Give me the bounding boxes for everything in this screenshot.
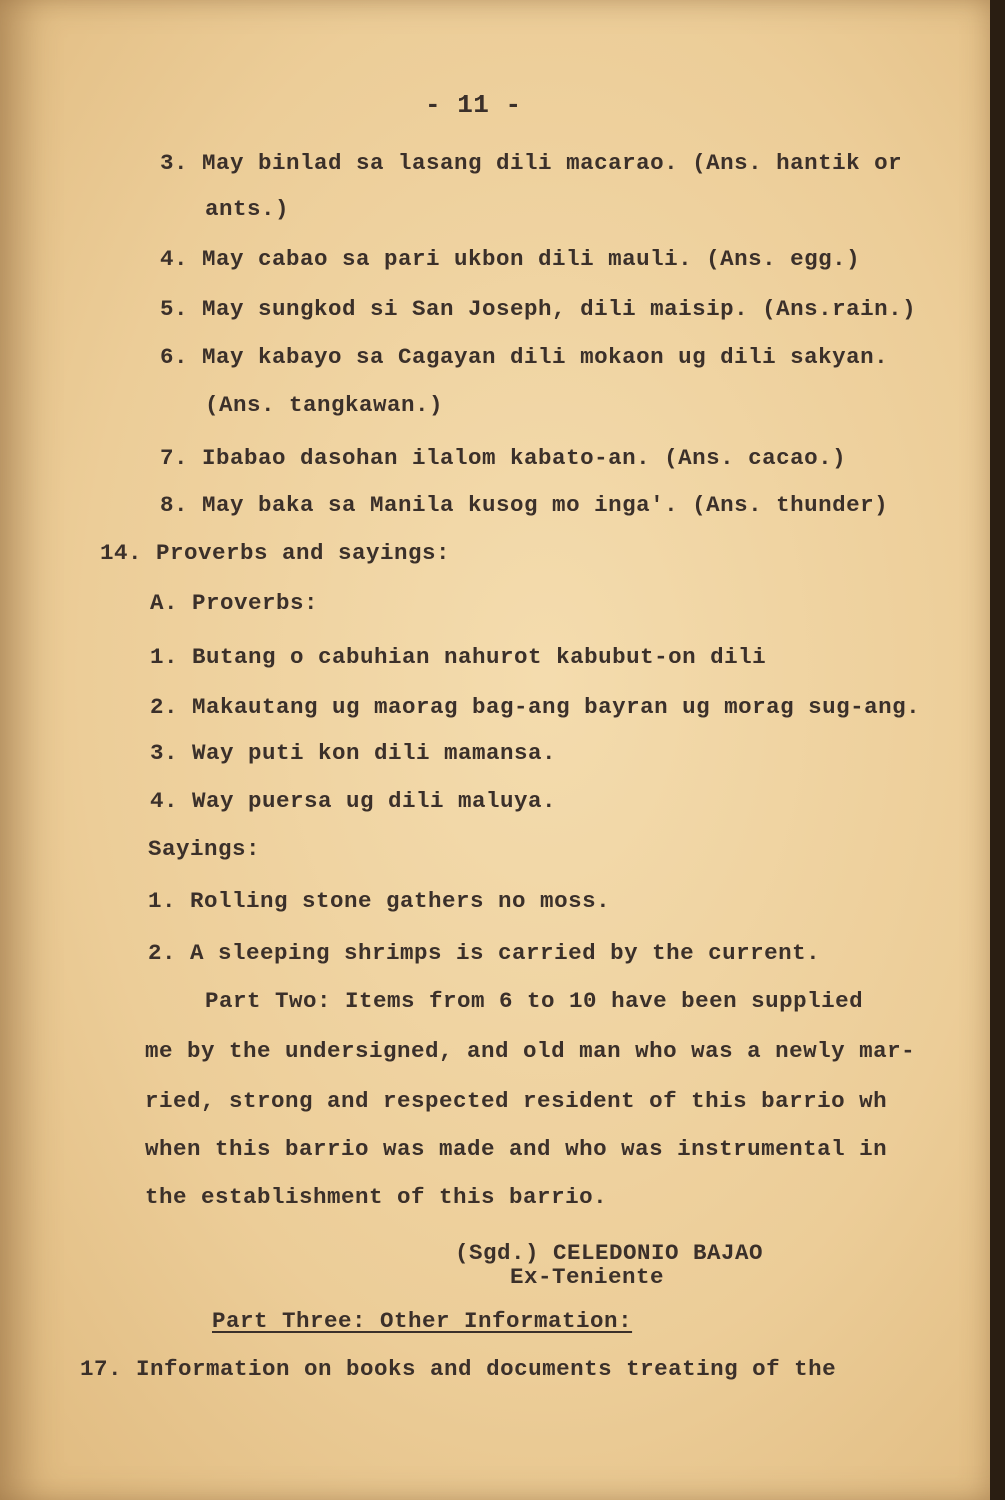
- part-two-line-5: the establishment of this barrio.: [145, 1184, 608, 1210]
- riddle-3-cont: ants.): [205, 196, 290, 222]
- sayings-heading: Sayings:: [148, 836, 261, 862]
- signature-title: Ex-Teniente: [510, 1264, 665, 1290]
- item-17: 17. Information on books and documents treating of the: [80, 1356, 837, 1382]
- riddle-5: 5. May sungkod si San Joseph, dili maisip. (Ans.rain.): [160, 296, 917, 322]
- signature-name: (Sgd.) CELEDONIO BAJAO: [455, 1240, 764, 1266]
- section-14-heading: 14. Proverbs and sayings:: [100, 540, 451, 566]
- part-two-line-4: when this barrio was made and who was instrumental in: [145, 1136, 888, 1162]
- proverb-4: 4. Way puersa ug dili maluya.: [150, 788, 557, 814]
- part-three-heading: Part Three: Other Information:: [212, 1308, 633, 1334]
- part-two-line-2: me by the undersigned, and old man who was a newly mar-: [145, 1038, 916, 1064]
- part-two-line-3: ried, strong and respected resident of this barrio wh: [145, 1088, 888, 1114]
- proverbs-heading: A. Proverbs:: [150, 590, 319, 616]
- riddle-4: 4. May cabao sa pari ukbon dili mauli. (Ans. egg.): [160, 246, 861, 272]
- part-two-line-1: Part Two: Items from 6 to 10 have been supplied: [205, 988, 864, 1014]
- page-number: - 11 -: [425, 90, 522, 120]
- riddle-6-cont: (Ans. tangkawan.): [205, 392, 444, 418]
- riddle-3: 3. May binlad sa lasang dili macarao. (Ans. hantik or: [160, 150, 903, 176]
- proverb-2: 2. Makautang ug maorag bag-ang bayran ug morag sug-ang.: [150, 694, 921, 720]
- riddle-6: 6. May kabayo sa Cagayan dili mokaon ug dili sakyan.: [160, 344, 889, 370]
- riddle-8: 8. May baka sa Manila kusog mo inga'. (Ans. thunder): [160, 492, 889, 518]
- proverb-1: 1. Butang o cabuhian nahurot kabubut-on dili: [150, 644, 767, 670]
- saying-1: 1. Rolling stone gathers no moss.: [148, 888, 611, 914]
- saying-2: 2. A sleeping shrimps is carried by the current.: [148, 940, 821, 966]
- riddle-7: 7. Ibabao dasohan ilalom kabato-an. (Ans. cacao.): [160, 445, 847, 471]
- proverb-3: 3. Way puti kon dili mamansa.: [150, 740, 557, 766]
